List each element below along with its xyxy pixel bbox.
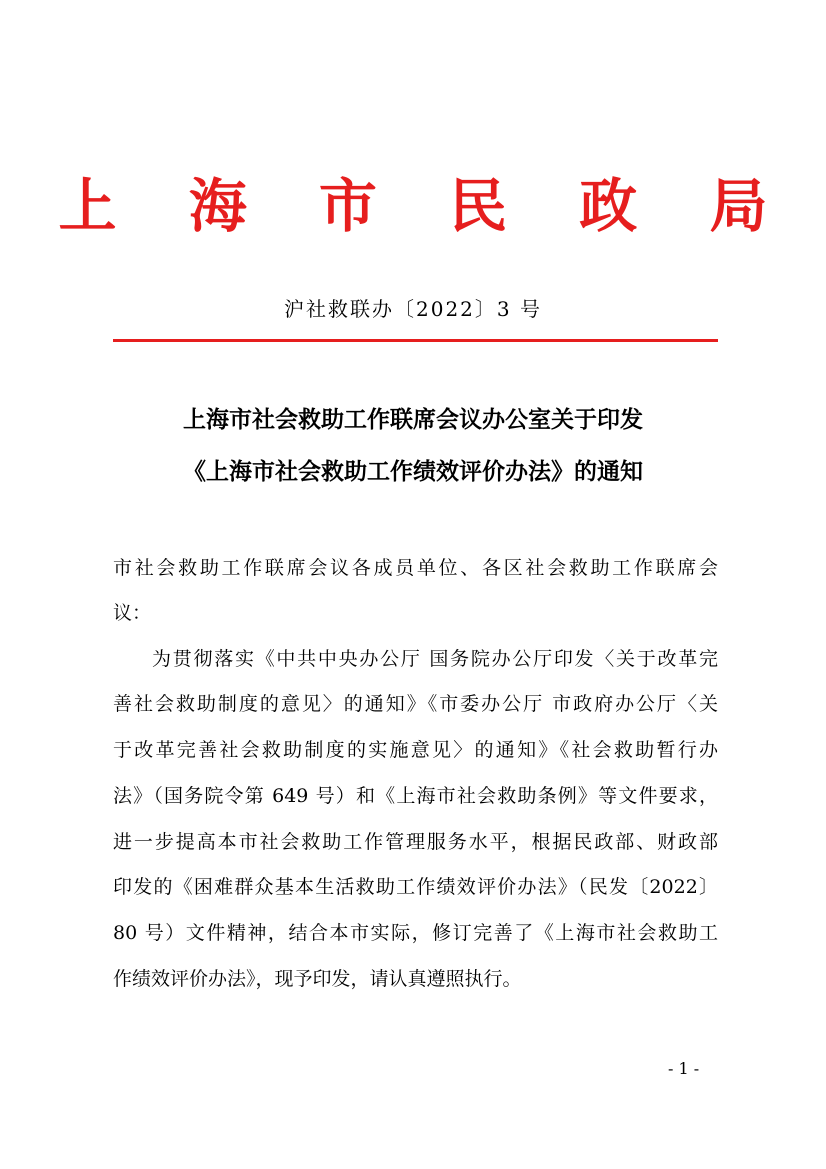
addressee-line-2: 议： [113, 602, 152, 624]
body-paragraph-line-7: 80 号）文件精神，结合本市实际，修订完善了《上海市社会救助工 [113, 922, 718, 944]
body-paragraph-line-8: 作绩效评价办法》，现予印发，请认真遵照执行。 [113, 968, 522, 990]
document-title-line-2: 《上海市社会救助工作绩效评价办法》的通知 [183, 458, 643, 485]
addressee-line-1: 市社会救助工作联席会议各成员单位、各区社会救助工作联席会 [113, 557, 718, 579]
body-paragraph-line-2: 善社会救助制度的意见〉的通知》《市委办公厅 市政府办公厅〈关 [113, 693, 718, 715]
red-divider-line [113, 339, 718, 342]
page-number: - 1 - [668, 1059, 700, 1078]
body-paragraph-line-6: 印发的《困难群众基本生活救助工作绩效评价办法》（民发〔2022〕 [113, 876, 718, 898]
body-paragraph-line-1: 为贯彻落实《中共中央办公厅 国务院办公厅印发〈关于改革完 [152, 648, 718, 670]
body-paragraph-line-3: 于改革完善社会救助制度的实施意见〉的通知》《社会救助暂行办 [113, 739, 718, 761]
document-number: 沪社救联办〔2022〕3 号 [284, 297, 542, 321]
body-paragraph-line-5: 进一步提高本市社会救助工作管理服务水平，根据民政部、财政部 [113, 831, 718, 853]
issuing-organization-header: 上 海 市 民 政 局 [58, 172, 794, 240]
document-title-line-1: 上海市社会救助工作联席会议办公室关于印发 [183, 406, 643, 433]
body-paragraph-line-4: 法》（国务院令第 649 号）和《上海市社会救助条例》等文件要求， [113, 785, 718, 807]
